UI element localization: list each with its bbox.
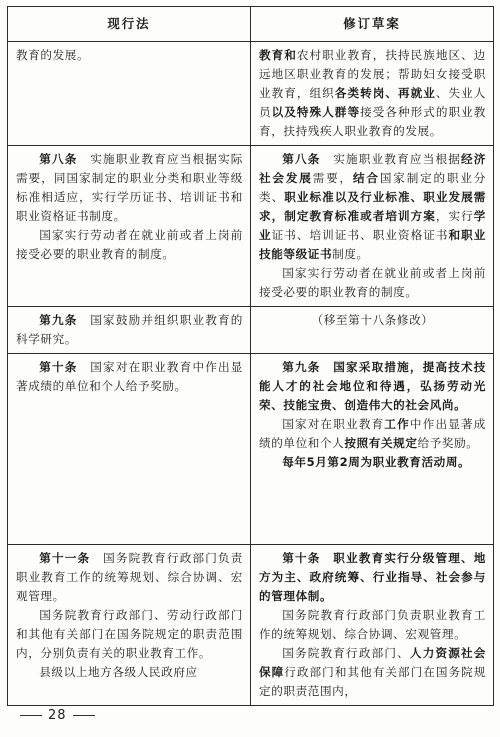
cell-current-law bbox=[8, 146, 251, 307]
text-run: 制度。 bbox=[332, 247, 369, 261]
text-run: 中作出显著成绩的单位和个人 bbox=[259, 417, 486, 450]
text-run: （移至第十八条修改） bbox=[311, 313, 434, 327]
text-run: 、失业人员 bbox=[259, 86, 486, 119]
text-run: 给予奖励。 bbox=[417, 436, 479, 450]
text-run: 国家鼓励并组织职业教育的科学研究。 bbox=[16, 313, 243, 346]
bold-text-run: 各类转岗、再就业 bbox=[334, 86, 436, 100]
clause-paragraph bbox=[259, 264, 486, 302]
text-run: 国家实行劳动者在就业前或者上岗前接受必要的职业教育的制度。 bbox=[16, 228, 243, 261]
bold-text-run: 工作 bbox=[384, 417, 410, 431]
text-run: ，实行 bbox=[435, 209, 474, 223]
clause-paragraph bbox=[16, 226, 243, 264]
text-run: 国家实行劳动者在就业前或者上岗前接受必要的职业教育的制度。 bbox=[259, 266, 486, 299]
clause-paragraph bbox=[259, 549, 486, 606]
clause-paragraph bbox=[16, 150, 243, 226]
text-run: 国务院教育行政部门、劳动行政部门和其他有关部门在国务院规定的职责范围内，分别负责有关的职业教育工作。 bbox=[16, 608, 243, 660]
bold-text-run: 第十一条 bbox=[39, 551, 91, 565]
text-run: 国家对在职业教育 bbox=[282, 417, 385, 431]
cell-revised-draft bbox=[251, 545, 494, 706]
page-footer bbox=[14, 708, 101, 723]
text-run: 国家对在职业教育中作出显著成绩的单位和个人给予奖励。 bbox=[16, 360, 243, 393]
cell-current-law bbox=[8, 354, 251, 545]
text-run: 需要， bbox=[312, 171, 353, 185]
clause-paragraph bbox=[259, 606, 486, 644]
bold-text-run: 教育和 bbox=[259, 48, 297, 62]
text-run: 行政部门和其他有关部门在国务院规定的职责范围内， bbox=[259, 665, 486, 698]
cell-current-law bbox=[8, 307, 251, 354]
clause-paragraph bbox=[16, 46, 243, 65]
page-number: 28 bbox=[48, 708, 67, 723]
text-run: 县级以上地方各级人民政府应 bbox=[39, 665, 198, 679]
clause-paragraph bbox=[259, 150, 486, 264]
footer-dash-right bbox=[73, 715, 95, 716]
table-row bbox=[8, 545, 494, 706]
text-run: 国家制定的职业分类、 bbox=[259, 171, 487, 204]
bold-text-run: 人力资源社会保障 bbox=[259, 646, 486, 679]
bold-text-run: 第八条 bbox=[282, 152, 321, 166]
column-header-current-law: 现行法 bbox=[8, 7, 251, 42]
bold-text-run: 第十条 bbox=[39, 360, 78, 374]
bold-text-run: 第八条 bbox=[39, 152, 78, 166]
clause-paragraph bbox=[259, 358, 486, 415]
clause-paragraph bbox=[259, 453, 486, 472]
clause-paragraph bbox=[16, 606, 243, 663]
cell-current-law bbox=[8, 42, 251, 146]
table-row bbox=[8, 307, 494, 354]
text-run: 农村职业教育，扶持民族地区、边远地区职业教育的发展；帮助妇女接受职业教育，组织 bbox=[259, 48, 486, 100]
bold-text-run: 经济社会发展 bbox=[259, 152, 486, 185]
text-run: 国务院教育行政部门负责职业教育工作的统筹规划、综合协调、宏观管理。 bbox=[16, 551, 244, 603]
clause-paragraph bbox=[259, 46, 486, 141]
clause-paragraph bbox=[16, 311, 243, 349]
clause-paragraph bbox=[16, 549, 243, 606]
column-header-revised-draft: 修订草案 bbox=[251, 7, 494, 42]
cell-revised-draft bbox=[251, 42, 494, 146]
bold-text-run: 和职业技能等级证书 bbox=[259, 228, 486, 261]
bold-text-run: 以及特殊人群等 bbox=[271, 105, 361, 119]
text-run: 教育的发展。 bbox=[16, 48, 90, 62]
bold-text-run: 职业标准以及行业标准、职业发展需求，制定教育标准或者培训方案 bbox=[259, 190, 486, 223]
bold-text-run: 按照有关规定 bbox=[344, 436, 418, 450]
bold-text-run: 第九条 国家采取措施，提高技术技能人才的社会地位和待遇，弘扬劳动光荣、技能宝贵、创造伟大的社会风尚。 bbox=[259, 360, 486, 412]
comparison-table bbox=[7, 6, 494, 706]
clause-paragraph bbox=[259, 311, 486, 330]
bold-text-run: 学业 bbox=[259, 209, 486, 242]
cell-revised-draft bbox=[251, 146, 494, 307]
cell-revised-draft bbox=[251, 307, 494, 354]
table-row bbox=[8, 42, 494, 146]
table-row bbox=[8, 146, 494, 307]
text-run: 实施职业教育应当根据实际需要，同国家制定的职业分类和职业等级标准相适应，实行学历证书、培训证书和职业资格证书制度。 bbox=[16, 152, 243, 223]
text-run: 接受各种形式的职业教育，扶持残疾人职业教育的发展。 bbox=[259, 105, 486, 138]
text-run: 国务院教育行政部门负责职业教育工作的统筹规划、综合协调、宏观管理。 bbox=[259, 608, 486, 641]
bold-text-run: 第十条 职业教育实行分级管理、地方为主、政府统筹、行业指导、社会参与的管理体制。 bbox=[259, 551, 486, 603]
cell-current-law bbox=[8, 545, 251, 706]
bold-text-run: 第九条 bbox=[39, 313, 78, 327]
clause-paragraph bbox=[259, 644, 486, 701]
clause-paragraph bbox=[16, 663, 243, 682]
clause-paragraph bbox=[16, 358, 243, 396]
text-run: 证书、培训证书、职业资格证书 bbox=[271, 228, 449, 242]
table-header-row bbox=[8, 7, 494, 42]
cell-revised-draft bbox=[251, 354, 494, 545]
text-run: 实施职业教育应当根据 bbox=[320, 152, 462, 166]
clause-paragraph bbox=[259, 415, 486, 453]
bold-text-run: 结合 bbox=[352, 171, 380, 185]
bold-text-run: 每年5月第2周为职业教育活动周。 bbox=[282, 455, 471, 469]
footer-dash-left bbox=[20, 715, 42, 716]
table-row bbox=[8, 354, 494, 545]
text-run: 国务院教育行政部门、 bbox=[282, 646, 410, 660]
